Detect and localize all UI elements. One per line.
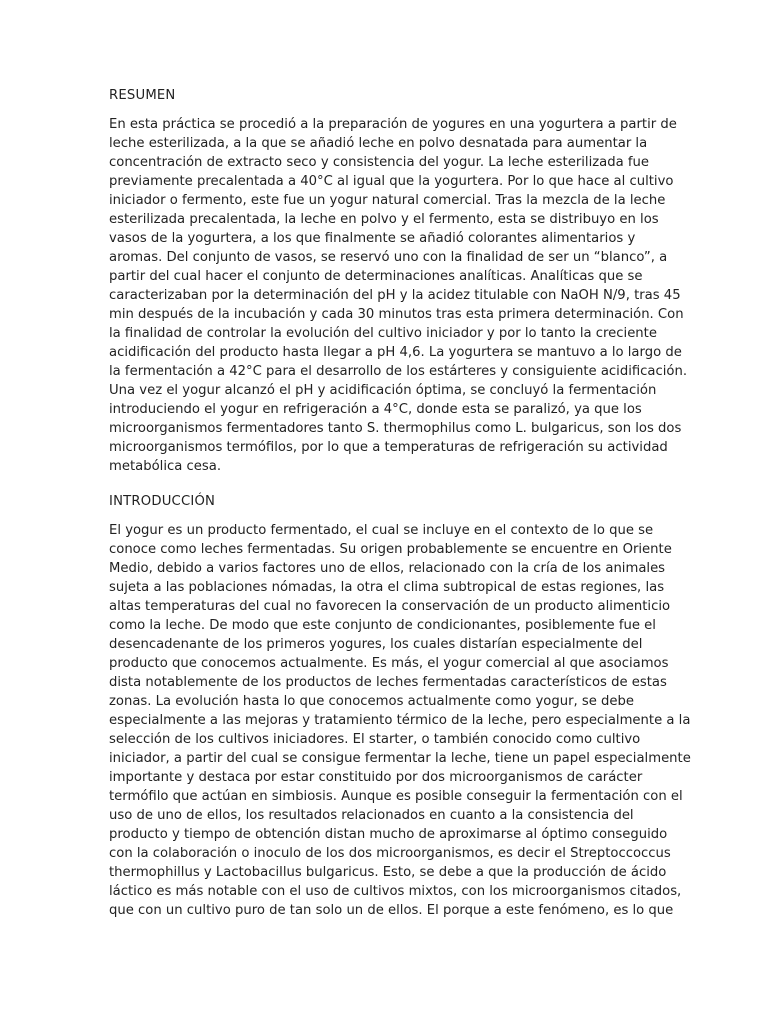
text-line: aromas. Del conjunto de vasos, se reservó uno con la finalidad de ser un “blanco”, a: [109, 250, 668, 265]
text-line: introduciendo el yogur en refrigeración a 4°C, donde esta se paralizó, ya que los: [109, 402, 642, 417]
text-line: caracterizaban por la determinación del pH y la acidez titulable con NaOH N/9, tras 45: [109, 288, 681, 303]
text-line: sujeta a las poblaciones nómadas, la otra el clima subtropical de estas regiones, las: [109, 580, 665, 595]
text-line: iniciador, a partir del cual se consigue fermentar la leche, tiene un papel especialmente: [109, 751, 691, 766]
text-line: microorganismos termófilos, por lo que a temperaturas de refrigeración su actividad: [109, 440, 668, 455]
text-line: dista notablemente de los productos de leches fermentadas característicos de estas: [109, 675, 667, 690]
section-heading-introduccion: INTRODUCCIÓN: [109, 494, 216, 509]
text-line: termófilo que actúan en simbiosis. Aunque es posible conseguir la fermentación con el: [109, 789, 683, 804]
text-line: importante y destaca por estar constituido por dos microorganismos de carácter: [109, 770, 643, 785]
text-line: leche esterilizada, a la que se añadió leche en polvo desnatada para aumentar la: [109, 136, 648, 151]
text-line: la fermentación a 42°C para el desarrollo de los estárteres y consiguiente acidificación.: [109, 364, 688, 379]
text-line: acidificación del producto hasta llegar a pH 4,6. La yogurtera se mantuvo a lo largo de: [109, 345, 682, 360]
section-heading-resumen: RESUMEN: [109, 88, 176, 103]
text-line: desencadenante de los primeros yogures, los cuales distarían especialmente del: [109, 637, 643, 652]
text-line: previamente precalentada a 40°C al igual que la yogurtera. Por lo que hace al cultivo: [109, 174, 674, 189]
text-line: microorganismos fermentadores tanto S. thermophilus como L. bulgaricus, son los dos: [109, 421, 682, 436]
text-line: Una vez el yogur alcanzó el pH y acidificación óptima, se concluyó la fermentación: [109, 383, 657, 398]
text-line: vasos de la yogurtera, a los que finalmente se añadió colorantes alimentarios y: [109, 231, 636, 246]
text-line: con la colaboración o inoculo de los dos microorganismos, es decir el Streptoccoccus: [109, 846, 671, 861]
text-line: partir del cual hacer el conjunto de determinaciones analíticas. Analíticas que se: [109, 269, 643, 284]
text-line: conoce como leches fermentadas. Su origen probablemente se encuentre en Oriente: [109, 542, 672, 557]
text-line: que con un cultivo puro de tan solo un de ellos. El porque a este fenómeno, es lo que: [109, 903, 674, 918]
text-line: metabólica cesa.: [109, 459, 222, 474]
document-page: [109, 86, 691, 936]
text-line: uso de uno de ellos, los resultados relacionados en cuanto a la consistencia del: [109, 808, 634, 823]
text-line: altas temperaturas del cual no favorecen la conservación de un producto alimenticio: [109, 599, 671, 614]
text-line: thermophillus y Lactobacillus bulgaricus. Esto, se debe a que la producción de ácido: [109, 865, 667, 880]
text-line: la finalidad de controlar la evolución del cultivo iniciador y por lo tanto la creciente: [109, 326, 657, 341]
text-line: concentración de extracto seco y consistencia del yogur. La leche esterilizada fue: [109, 155, 650, 170]
text-line: zonas. La evolución hasta lo que conocemos actualmente como yogur, se debe: [109, 694, 635, 709]
resumen-paragraph: [109, 115, 688, 476]
text-line: En esta práctica se procedió a la preparación de yogures en una yogurtera a partir de: [109, 117, 677, 132]
introduccion-paragraph: [109, 521, 691, 920]
text-line: producto y tiempo de obtención distan mucho de aproximarse al óptimo conseguido: [109, 827, 668, 842]
text-line: selección de los cultivos iniciadores. El starter, o también conocido como cultivo: [109, 732, 641, 747]
text-line: como la leche. De modo que este conjunto de condicionantes, posiblemente fue el: [109, 618, 656, 633]
text-line: min después de la incubación y cada 30 minutos tras esta primera determinación. Con: [109, 307, 684, 322]
text-line: esterilizada precalentada, la leche en polvo y el fermento, esta se distribuyo en los: [109, 212, 659, 227]
text-line: especialmente a las mejoras y tratamiento térmico de la leche, pero especialmente a la: [109, 713, 691, 728]
text-line: iniciador o fermento, este fue un yogur natural comercial. Tras la mezcla de la leche: [109, 193, 666, 208]
text-line: producto que conocemos actualmente. Es más, el yogur comercial al que asociamos: [109, 656, 669, 671]
text-line: El yogur es un producto fermentado, el cual se incluye en el contexto de lo que se: [109, 523, 654, 538]
text-line: láctico es más notable con el uso de cultivos mixtos, con los microorganismos citados,: [109, 884, 682, 899]
text-line: Medio, debido a varios factores uno de ellos, relacionado con la cría de los animales: [109, 561, 666, 576]
